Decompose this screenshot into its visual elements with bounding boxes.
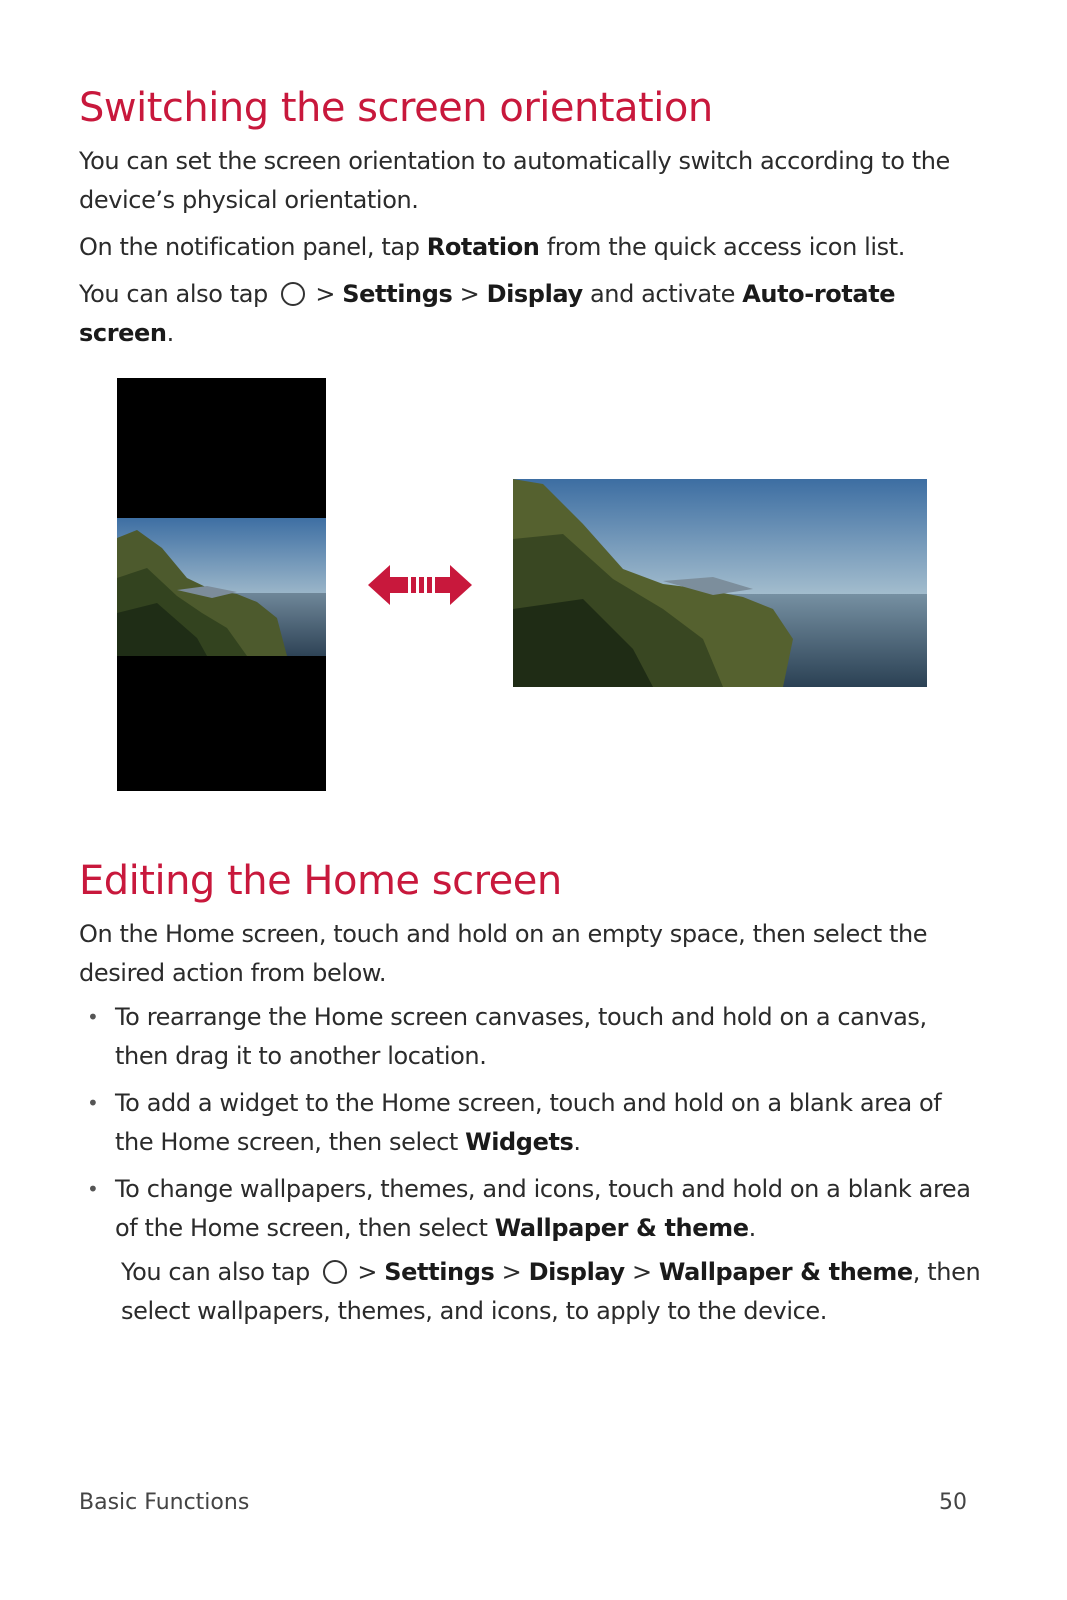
orientation-intro: You can set the screen orientation to automatically switch according to the device’s physical orientation. <box>79 147 950 214</box>
rotation-instruction-post: from the quick access icon list. <box>539 233 906 261</box>
display-label: Display <box>528 1258 625 1286</box>
bullet-widget-pre: To add a widget to the Home screen, touch and hold on a blank area of the Home screen, then select <box>115 1089 942 1156</box>
footer-section-label: Basic Functions <box>79 1490 250 1515</box>
settings-label: Settings <box>342 280 453 308</box>
home-circle-icon <box>281 282 305 306</box>
landscape-photo <box>513 479 927 687</box>
auto-rotate-instruction-pre: You can also tap <box>79 280 276 308</box>
auto-rotate-instruction-mid: and activate <box>582 280 743 308</box>
rotation-instruction-pre: On the notification panel, tap <box>79 233 427 261</box>
list-item-widget <box>79 1084 979 1162</box>
portrait-landscape-photo <box>117 378 326 791</box>
settings-label: Settings <box>384 1258 495 1286</box>
editing-intro: On the Home screen, touch and hold on an empty space, then select the desired action from below. <box>79 920 928 987</box>
page-number: 50 <box>939 1490 967 1515</box>
bullet-wallpaper-pre: To change wallpapers, themes, and icons, touch and hold on a blank area of the Home screen, then select <box>115 1175 971 1242</box>
path-separator: > <box>452 280 487 308</box>
editing-bullet-list <box>79 998 979 1256</box>
display-label: Display <box>486 280 583 308</box>
wallpaper-theme-label: Wallpaper & theme <box>494 1214 749 1242</box>
path-separator: > <box>624 1258 659 1286</box>
period: . <box>166 319 174 347</box>
path-separator: > <box>350 1258 385 1286</box>
rotation-instruction <box>79 228 979 267</box>
double-arrow-icon <box>368 565 472 605</box>
landscape-screen-illustration <box>513 479 927 687</box>
bullet-widget-post: . <box>573 1128 581 1156</box>
wallpaper-note <box>121 1253 981 1331</box>
auto-rotate-instruction <box>79 275 979 353</box>
bullet-wallpaper-post: . <box>748 1214 756 1242</box>
list-item-rearrange <box>79 998 979 1076</box>
rotation-label: Rotation <box>426 233 540 261</box>
wallpaper-note-pre: You can also tap <box>121 1258 318 1286</box>
path-separator: > <box>308 280 343 308</box>
portrait-screen-illustration <box>117 378 326 791</box>
list-item-wallpaper <box>79 1170 979 1248</box>
home-circle-icon <box>323 1260 347 1284</box>
section-title-orientation: Switching the screen orientation <box>79 85 713 131</box>
wallpaper-theme-label: Wallpaper & theme <box>658 1258 913 1286</box>
path-separator: > <box>494 1258 529 1286</box>
wallpaper-note-post: , then select wallpapers, themes, and icons, to apply to the device. <box>121 1258 981 1325</box>
widgets-label: Widgets <box>465 1128 574 1156</box>
section-title-editing-home: Editing the Home screen <box>79 858 562 904</box>
auto-rotate-label: Auto-rotate screen <box>79 280 896 347</box>
bullet-rearrange-text: To rearrange the Home screen canvases, touch and hold on a canvas, then drag it to another location. <box>115 1003 927 1070</box>
